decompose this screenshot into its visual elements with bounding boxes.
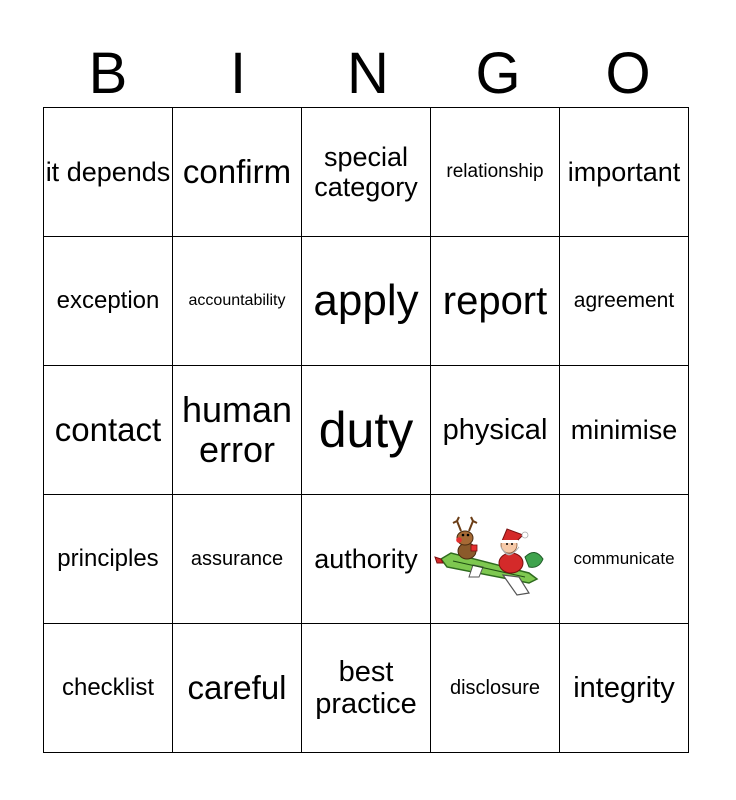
bingo-cell[interactable] [560,237,689,366]
cell-label: assurance [190,547,284,570]
cell-label: confirm [182,152,292,190]
cell-label: exception [56,286,160,314]
cell-label: report [442,278,548,323]
grid-row [44,237,689,366]
bingo-cell[interactable] [560,366,689,495]
free-space-cell[interactable] [431,495,560,624]
bingo-header [43,40,693,108]
cell-label: accountability [188,292,286,310]
bingo-cell[interactable] [302,366,431,495]
cell-label: best practice [315,655,417,720]
bingo-cell[interactable] [431,108,560,237]
grid-row [44,624,689,753]
cell-label: integrity [573,671,675,704]
santa-and-reindeer-on-rocket-icon [433,513,557,605]
bingo-cell[interactable] [173,495,302,624]
grid-row [44,495,689,624]
cell-label: principles [57,544,159,572]
cell-label: human error [181,388,293,470]
cell-label: agreement [573,289,675,313]
cell-label: relationship [446,161,544,183]
header-letter-g: G [475,41,521,106]
bingo-cell[interactable] [44,495,173,624]
grid-row [44,366,689,495]
bingo-cell[interactable] [173,108,302,237]
bingo-cell[interactable] [560,108,689,237]
bingo-cell[interactable] [302,237,431,366]
cell-label: it depends [45,156,171,187]
bingo-cell[interactable] [302,495,431,624]
bingo-cell[interactable] [173,237,302,366]
header-letter-o: O [605,41,651,106]
cell-label: physical [442,413,548,446]
cell-label: authority [314,543,418,574]
bingo-cell[interactable] [173,624,302,753]
bingo-cell[interactable] [431,366,560,495]
cell-label: duty [318,402,414,458]
bingo-cell[interactable] [44,108,173,237]
cell-label: special category [314,141,418,202]
header-letter-i: I [229,41,247,106]
cell-label: careful [187,668,287,706]
cell-label: communicate [573,549,675,569]
bingo-cell[interactable] [302,108,431,237]
bingo-cell[interactable] [560,495,689,624]
bingo-cell[interactable] [431,624,560,753]
bingo-cell[interactable] [44,366,173,495]
cell-label: minimise [570,414,678,445]
bingo-cell[interactable] [431,237,560,366]
cell-label: important [567,156,681,187]
bingo-cell[interactable] [560,624,689,753]
bingo-card-grid [43,107,689,753]
grid-row [44,108,689,237]
cell-label: disclosure [449,676,541,699]
cell-label: apply [313,276,419,326]
bingo-cell[interactable] [44,237,173,366]
bingo-cell[interactable] [173,366,302,495]
bingo-cell[interactable] [44,624,173,753]
header-letter-n: N [347,41,389,106]
cell-label: checklist [61,673,155,701]
header-letter-b: B [88,41,128,106]
bingo-cell[interactable] [302,624,431,753]
cell-label: contact [54,410,162,448]
